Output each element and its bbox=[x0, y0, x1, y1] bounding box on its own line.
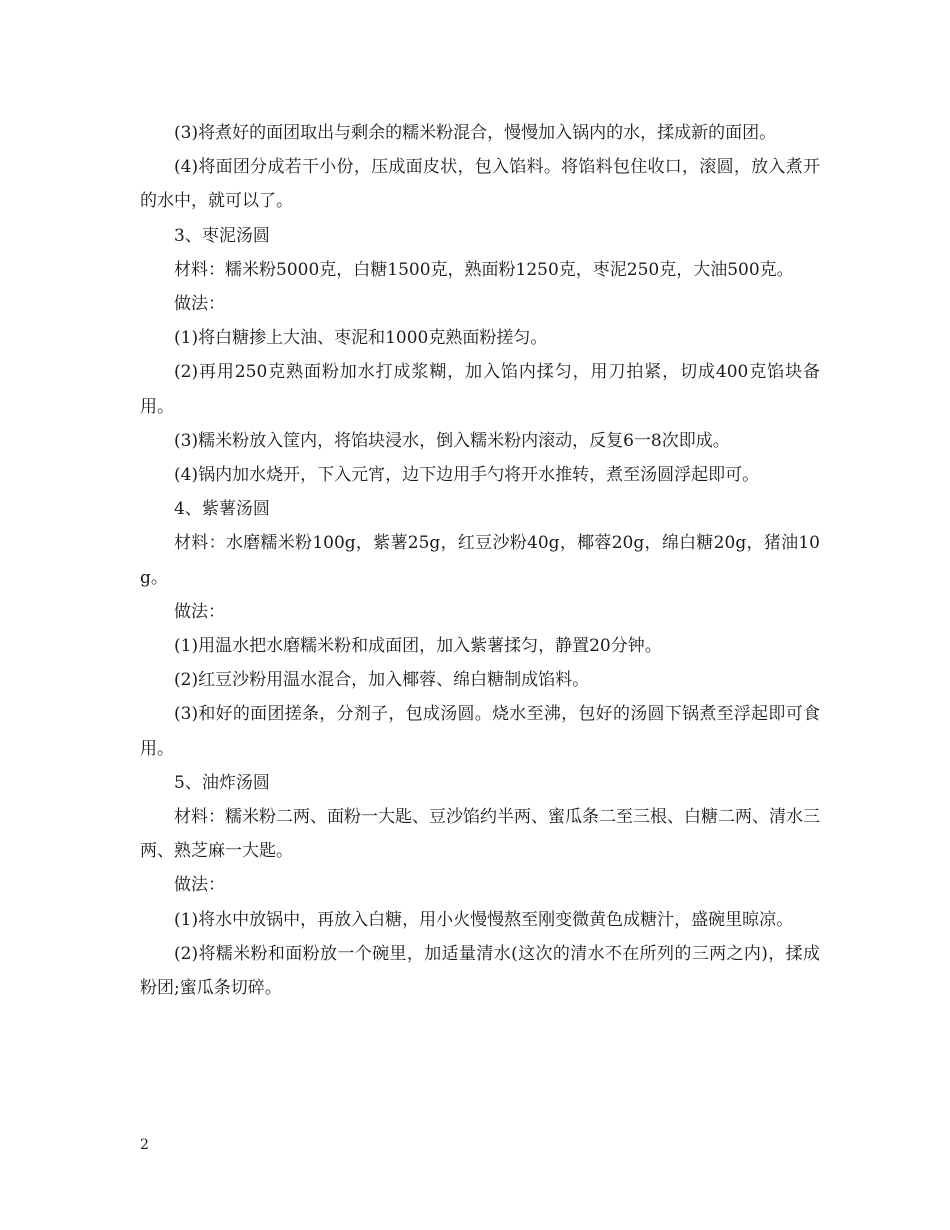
section-heading: 4、紫薯汤圆 bbox=[174, 499, 270, 520]
page-number: 2 bbox=[140, 1137, 149, 1153]
ingredients-paragraph: 材料：水磨糯米粉100g，紫薯25g，红豆沙粉40g，椰蓉20g，绵白糖20g，猪油10g。 bbox=[140, 533, 820, 588]
paragraph: (3)糯米粉放入筐内，将馅块浸水，倒入糯米粉内滚动，反复6一8次即成。 bbox=[174, 430, 730, 451]
paragraph: (4)锅内加水烧开，下入元宵，边下边用手勺将开水推转，煮至汤圆浮起即可。 bbox=[174, 465, 760, 486]
paragraph: (2)再用250克熟面粉加水打成浆糊，加入馅内揉匀，用刀拍紧，切成400克馅块备用。 bbox=[140, 362, 820, 417]
ingredients-paragraph: 材料：糯米粉二两、面粉一大匙、豆沙馅约半两、蜜瓜条二至三根、白糖二两、清水三两、熟芝麻一大匙。 bbox=[140, 807, 820, 862]
paragraph: (1)将白糖掺上大油、枣泥和1000克熟面粉搓匀。 bbox=[174, 328, 548, 349]
paragraph: (2)将糯米粉和面粉放一个碗里，加适量清水(这次的清水不在所列的三两之内)，揉成粉团;蜜瓜条切碎。 bbox=[140, 943, 820, 999]
paragraph: (2)红豆沙粉用温水混合，加入椰蓉、绵白糖制成馅料。 bbox=[174, 670, 590, 691]
method-label: 做法： bbox=[174, 875, 225, 896]
section-heading: 3、枣泥汤圆 bbox=[174, 225, 270, 246]
section-heading: 5、油炸汤圆 bbox=[174, 772, 270, 793]
paragraph: (3)和好的面团搓条，分剂子，包成汤圆。烧水至沸，包好的汤圆下锅煮至浮起即可食用。 bbox=[140, 704, 820, 759]
document-body bbox=[140, 116, 820, 1005]
paragraph: (4)将面团分成若干小份，压成面皮状，包入馅料。将馅料包住收口，滚圆，放入煮开的水中，就可以了。 bbox=[140, 157, 820, 212]
method-label: 做法： bbox=[174, 601, 225, 622]
paragraph: (1)将水中放锅中，再放入白糖，用小火慢慢熬至刚变微黄色成糖汁，盛碗里晾凉。 bbox=[174, 909, 794, 930]
ingredients-paragraph: 材料：糯米粉5000克，白糖1500克，熟面粉1250克，枣泥250克，大油500克。 bbox=[174, 259, 794, 280]
method-label: 做法： bbox=[174, 294, 225, 315]
paragraph: (3)将煮好的面团取出与剩余的糯米粉混合，慢慢加入锅内的水，揉成新的面团。 bbox=[174, 123, 777, 143]
paragraph: (1)用温水把水磨糯米粉和成面团，加入紫薯揉匀，静置20分钟。 bbox=[174, 636, 662, 657]
